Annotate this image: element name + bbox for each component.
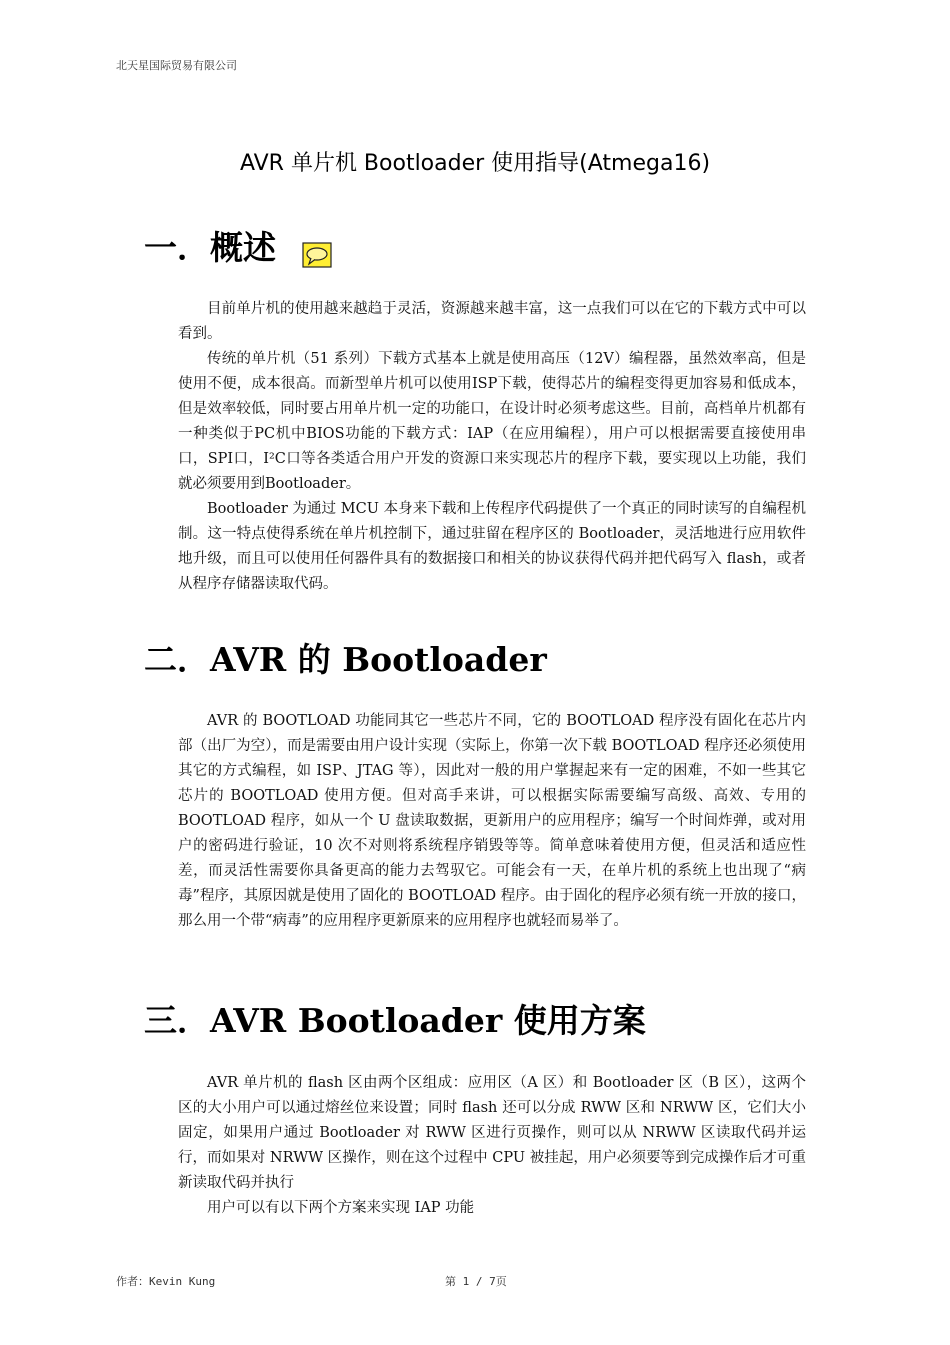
footer-author: 作者：Kevin Kung [116, 1275, 216, 1288]
paragraph: 用户可以有以下两个方案来实现 IAP 功能 [207, 1200, 475, 1216]
section-heading-avr-bootloader: 二．AVR 的 Bootloader [144, 640, 547, 679]
paragraph: AVR 单片机的 flash 区由两个区组成：应用区（A 区）和 Bootloader 区（B 区），这两个区的大小用户可以通过熔丝位来设置；同时 flash 还可以分成 RWW 区和 NRWW 区，它们大小固定，如果用户通过 Bootloader 对 RWW 区进行页操作，则可以从 NRWW 区读取代码并运行，而如果对 NRWW 区操作，则在这个过程中 CPU 被挂起，用户必须要等到完成操作后才可重新读取代码并执行 [178, 1075, 806, 1191]
paragraph: Bootloader 为通过 MCU 本身来下载和上传程序代码提供了一个真正的同时读写的自编程机制。这一特点使得系统在单片机控制下，通过驻留在程序区的 Bootloader，灵活地进行应用软件地升级，而且可以使用任何器件具有的数据接口和相关的协议获得代码并把代码写入 flash，或者从程序存储器读取代码。 [178, 501, 806, 592]
section-heading-text: 一．概述 [144, 228, 276, 267]
document-title: AVR 单片机 Bootloader 使用指导(Atmega16) [239, 151, 711, 176]
speech-bubble-icon[interactable] [302, 237, 332, 263]
section-heading-bootloader-scheme: 三．AVR Bootloader 使用方案 [144, 1001, 646, 1040]
section-body-bootloader-scheme [178, 1071, 806, 1221]
header-company: 北天星国际贸易有限公司 [116, 59, 237, 72]
paragraph: AVR 的 BOOTLOAD 功能同其它一些芯片不同，它的 BOOTLOAD 程序没有固化在芯片内部（出厂为空），而是需要由用户设计实现（实际上，你第一次下载 BOOTLOAD 程序还必须使用其它的方式编程，如 ISP、JTAG 等），因此对一般的用户掌握起来有一定的困难，不如一些其它芯片的 BOOTLOAD 使用方便。但对高手来讲，可以根据实际需要编写高级、高效、专用的 BOOTLOAD 程序，如从一个 U 盘读取数据，更新用户的应用程序；编写一个时间炸弹，或对用户的密码进行验证，10 次不对则将系统程序销毁等等。简单意味着使用方便，但灵活和适应性差，而灵活性需要你具备更高的能力去驾驭它。可能会有一天，在单片机的系统上也出现了“病毒”程序，其原因就是使用了固化的 BOOTLOAD 程序。由于固化的程序必须有统一开放的接口，那么用一个带“病毒”的应用程序更新原来的应用程序也就轻而易举了。 [178, 713, 806, 929]
paragraph: 传统的单片机（51 系列）下载方式基本上就是使用高压（12V）编程器，虽然效率高，但是使用不便，成本很高。而新型单片机可以使用ISP下载，使得芯片的编程变得更加容易和低成本，但是效率较低，同时要占用单片机一定的功能口，在设计时必须考虑这些。目前，高档单片机都有一种类似于PC机中BIOS功能的下载方式：IAP（在应用编程），用户可以根据需要直接使用串口，SPI口，I²C口等各类适合用户开发的资源口来实现芯片的程序下载，要实现以上功能，我们就必须要用到Bootloader。 [178, 351, 806, 492]
section-body-overview [178, 297, 806, 597]
section-heading-overview [144, 222, 332, 269]
footer-page-number: 第 1 / 7页 [445, 1275, 507, 1288]
section-body-avr-bootloader [178, 709, 806, 934]
paragraph: 目前单片机的使用越来越趋于灵活，资源越来越丰富，这一点我们可以在它的下载方式中可以看到。 [178, 301, 806, 342]
